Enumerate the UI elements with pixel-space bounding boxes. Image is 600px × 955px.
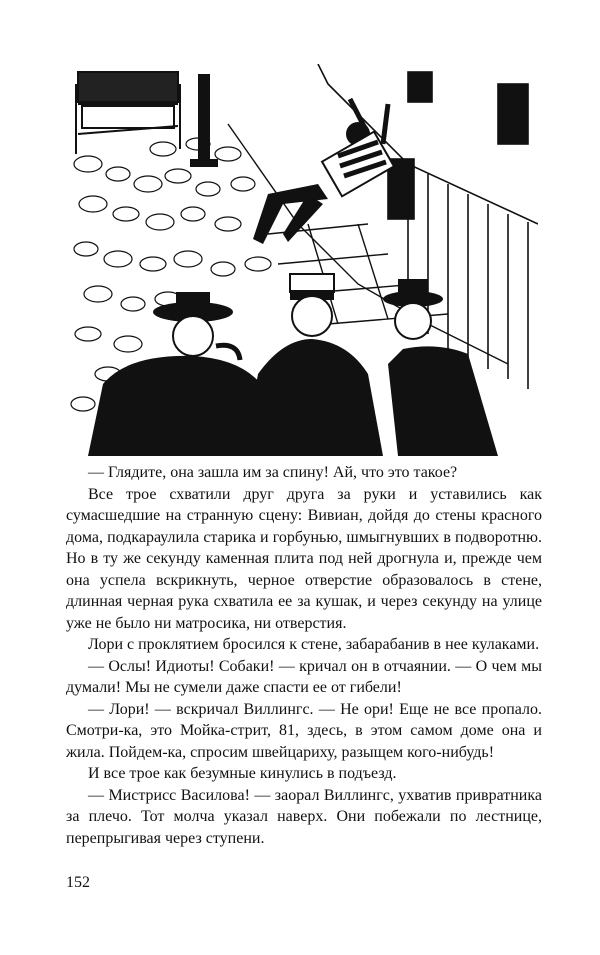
man-right: [383, 279, 498, 456]
book-illustration: [68, 64, 538, 456]
page-number: 152: [66, 874, 90, 891]
paragraph: — Глядите, она зашла им за спину! Ай, что это такое?: [88, 464, 458, 481]
paragraph: — Мистрисс Василова! — заорал Виллингс, ухватив привратника за плечо. Тот молча указал наверх. Они побежали по лестнице, перепрыгивая через ступени.: [66, 786, 542, 847]
paragraph: Все трое схватили друг друга за руки и уставились как сумасшедшие на странную сцену: Вивиан, дойдя до стены красного дома, подкараулила старика и горбунью, шмыгнувших в подворотню. Но в ту же секунду каменная плита под ней дрогнула и, прежде чем она успела вскрикнуть, черное отверстие образовалось в стене, длинная черная рука схватила ее за кушак, и через секунду на улице уже не было ни матросика, ни отверстия.: [66, 485, 542, 632]
paragraph: — Ослы! Идиоты! Собаки! — кричал он в отчаянии. — О чем мы думали! Мы не сумели даже спасти ее от гибели!: [66, 657, 542, 696]
man-middle: [243, 274, 383, 456]
paragraph: — Лори! — вскричал Виллингс. — Не ори! Еще не все пропало. Смотри-ка, это Мойка-стрит, 81, здесь, в этом самом доме она и жила. Пойдем-ка, спросим швейцариху, разыщем кого-нибудь!: [66, 700, 542, 761]
body-text: [66, 462, 542, 849]
paragraph: И все трое как безумные кинулись в подъезд.: [88, 765, 397, 782]
falling-figure: [253, 99, 394, 244]
lamp-post: [190, 74, 218, 167]
paragraph: Лори с проклятием бросился к стене, забарабанив в нее кулаками.: [88, 636, 540, 653]
building-wall: [318, 64, 538, 389]
illustration-drawing: [68, 64, 538, 456]
